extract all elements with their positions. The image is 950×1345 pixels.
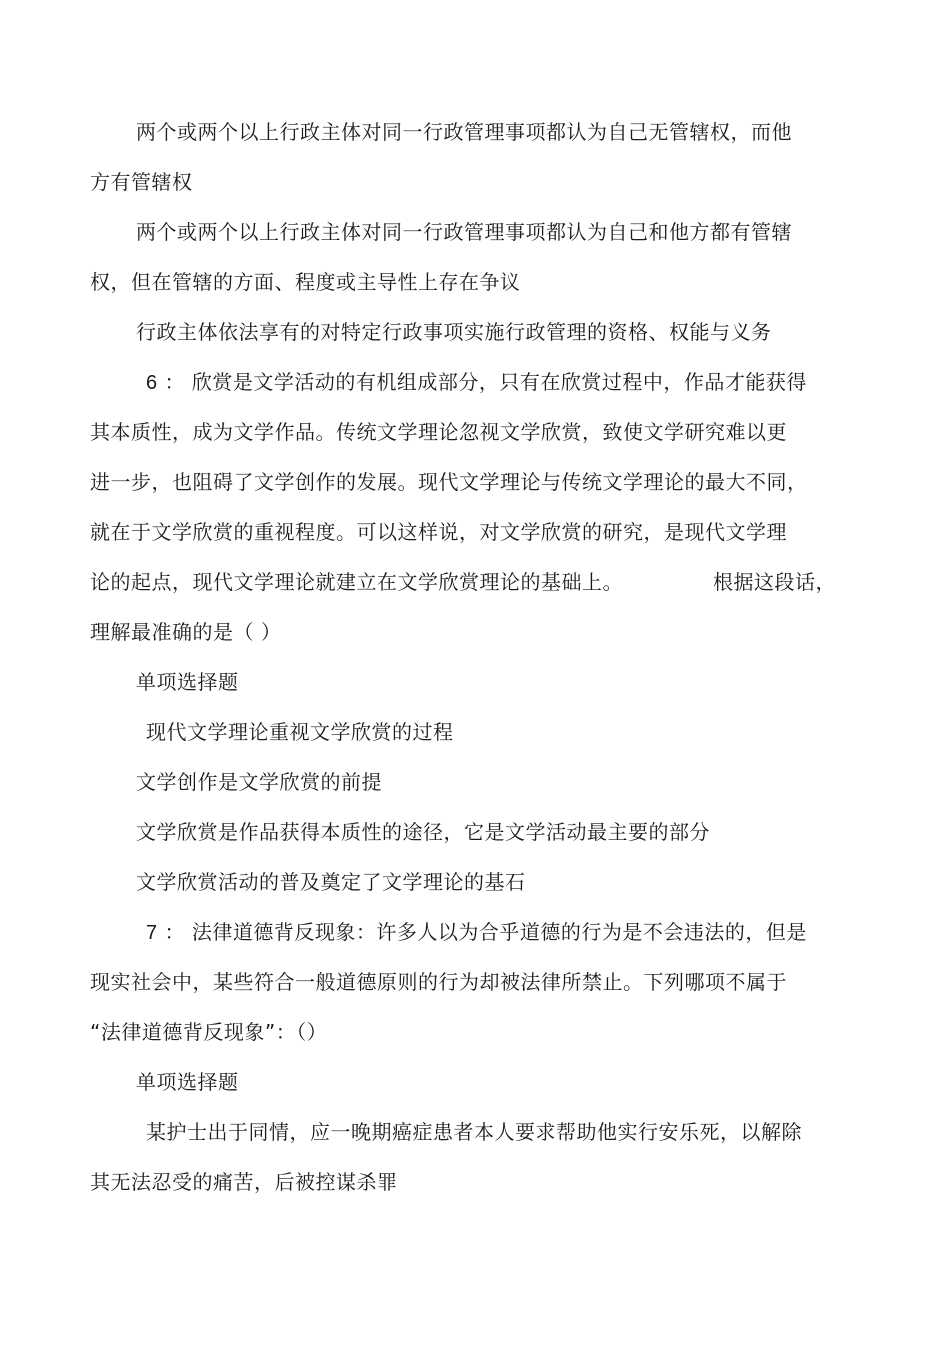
option-text: [136, 218, 792, 246]
text-line: 权，但在管辖的方面、程度或主导性上存在争议: [90, 270, 521, 294]
text-line: 理解最准确的是（ ）: [90, 620, 282, 644]
question-7-stem-continued: [90, 968, 787, 996]
answer-option: [136, 768, 382, 796]
answer-option: [146, 718, 454, 746]
question-type-label: [136, 668, 239, 696]
option-text-continued: [90, 168, 193, 196]
question-type-label: [136, 1068, 239, 1096]
text-line: 现代文学理论重视文学欣赏的过程: [146, 720, 454, 744]
text-line: 文学创作是文学欣赏的前提: [136, 770, 382, 794]
text-line: 法律道德背反现象：许多人以为合乎道德的行为是不会违法的，但是: [191, 920, 807, 944]
text-line: 根据这段话，: [713, 570, 836, 594]
question-6-stem-continued: [90, 568, 836, 596]
text-line: 文学欣赏活动的普及奠定了文学理论的基石: [136, 870, 526, 894]
option-text-continued: [90, 268, 521, 296]
question-number: 6: [146, 372, 158, 394]
text-line: 文学欣赏是作品获得本质性的途径，它是文学活动最主要的部分: [136, 820, 710, 844]
answer-option: [136, 868, 526, 896]
text-line: 其本质性，成为文学作品。传统文学理论忽视文学欣赏，致使文学研究难以更: [90, 420, 787, 444]
question-6-prompt: [90, 618, 281, 646]
question-6-stem-continued: [90, 468, 808, 496]
text-line: 单项选择题: [136, 670, 239, 694]
answer-option: [146, 1118, 802, 1146]
text-line: 两个或两个以上行政主体对同一行政管理事项都认为自己和他方都有管辖: [136, 220, 792, 244]
question-separator: ：: [164, 920, 185, 944]
text-line: 就在于文学欣赏的重视程度。可以这样说，对文学欣赏的研究，是现代文学理: [90, 520, 787, 544]
text-line: 进一步，也阻碍了文学创作的发展。现代文学理论与传统文学理论的最大不同，: [90, 470, 808, 494]
text-line: 现实社会中，某些符合一般道德原则的行为却被法律所禁止。下列哪项不属于: [90, 970, 787, 994]
text-line: 单项选择题: [136, 1070, 239, 1094]
text-line: 论的起点，现代文学理论就建立在文学欣赏理论的基础上。: [90, 570, 623, 594]
text-line: “法律道德背反现象”：（）: [90, 1020, 328, 1044]
question-7-prompt: [90, 1018, 327, 1046]
answer-option-continued: [90, 1168, 398, 1196]
text-line: 行政主体依法享有的对特定行政事项实施行政管理的资格、权能与义务: [136, 320, 772, 344]
text-line: 方有管辖权: [90, 170, 193, 194]
answer-option: [136, 818, 710, 846]
text-line: 两个或两个以上行政主体对同一行政管理事项都认为自己无管辖权，而他: [136, 120, 792, 144]
question-6-stem-continued: [90, 518, 787, 546]
text-line: 某护士出于同情，应一晚期癌症患者本人要求帮助他实行安乐死，以解除: [146, 1120, 802, 1144]
question-number: 7: [146, 922, 158, 944]
text-line: 欣赏是文学活动的有机组成部分，只有在欣赏过程中，作品才能获得: [191, 370, 807, 394]
text-line: 其无法忍受的痛苦，后被控谋杀罪: [90, 1170, 398, 1194]
option-text: [136, 118, 792, 146]
option-text: [136, 318, 772, 346]
question-6-stem-continued: [90, 418, 787, 446]
question-7-stem: [146, 918, 807, 947]
question-separator: ：: [164, 370, 185, 394]
question-6-stem: [146, 368, 807, 397]
